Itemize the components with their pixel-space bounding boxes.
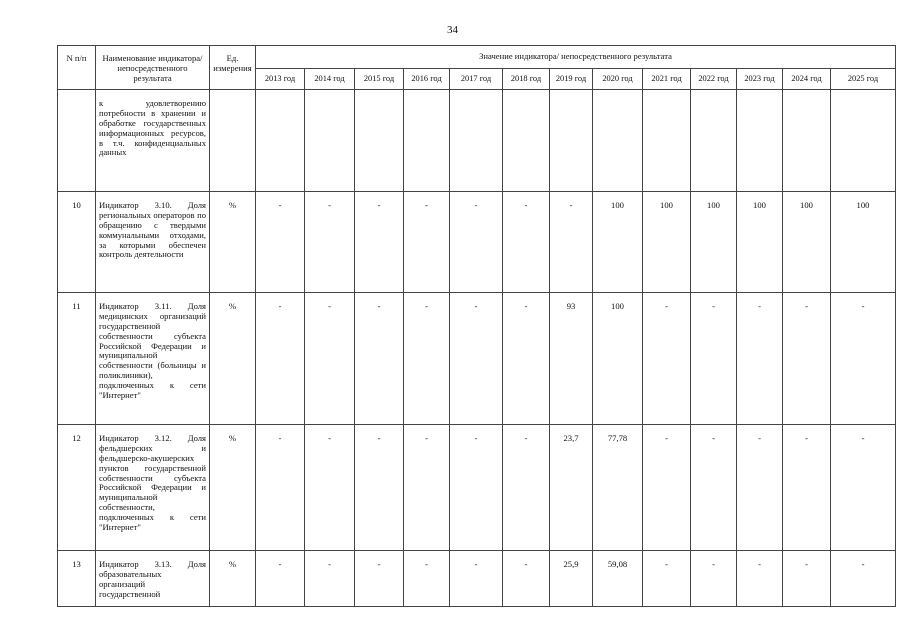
value-cell: - xyxy=(305,192,355,293)
value-cell: 100 xyxy=(831,192,896,293)
value-cell xyxy=(783,90,831,192)
value-cell: - xyxy=(783,293,831,425)
unit-cell xyxy=(210,90,256,192)
value-cell: - xyxy=(355,192,404,293)
value-cell: - xyxy=(355,551,404,607)
value-cell xyxy=(550,90,593,192)
header-year: 2021 год xyxy=(643,69,691,90)
value-cell: - xyxy=(256,293,305,425)
row-number: 10 xyxy=(58,192,96,293)
header-year: 2014 год xyxy=(305,69,355,90)
value-cell: - xyxy=(783,425,831,551)
header-year: 2019 год xyxy=(550,69,593,90)
value-cell: - xyxy=(737,551,783,607)
value-cell: 100 xyxy=(783,192,831,293)
value-cell: - xyxy=(355,293,404,425)
unit-cell: % xyxy=(210,293,256,425)
value-cell: - xyxy=(256,425,305,551)
value-cell: 77,78 xyxy=(593,425,643,551)
header-name: Наименование индикатора/непосредственного результата xyxy=(96,46,210,90)
value-cell: 93 xyxy=(550,293,593,425)
table-row xyxy=(58,90,896,192)
value-cell: - xyxy=(737,425,783,551)
value-cell: 100 xyxy=(643,192,691,293)
header-unit: Ед. измерения xyxy=(210,46,256,90)
header-year: 2015 год xyxy=(355,69,404,90)
value-cell xyxy=(691,90,737,192)
value-cell: 23,7 xyxy=(550,425,593,551)
value-cell: - xyxy=(643,293,691,425)
header-year: 2013 год xyxy=(256,69,305,90)
value-cell: - xyxy=(737,293,783,425)
value-cell: - xyxy=(831,425,896,551)
value-cell: - xyxy=(404,293,450,425)
value-cell xyxy=(593,90,643,192)
table-row xyxy=(58,192,896,293)
value-cell: - xyxy=(450,192,503,293)
table-row xyxy=(58,551,896,607)
value-cell: - xyxy=(503,293,550,425)
value-cell: - xyxy=(404,551,450,607)
value-cell: 100 xyxy=(593,192,643,293)
header-year: 2025 год xyxy=(831,69,896,90)
indicator-name: к удовлетворению потребности в хранении и обработке государственных информационных ресурсов, в т.ч. конфиденциальных данных xyxy=(96,90,210,192)
page-number: 34 xyxy=(447,24,458,36)
table-row xyxy=(58,425,896,551)
header-year: 2023 год xyxy=(737,69,783,90)
value-cell xyxy=(355,90,404,192)
value-cell xyxy=(305,90,355,192)
indicator-name: Индикатор 3.11. Доля медицинских организаций государственной собственности субъекта Российской Федерации и муниципальной собственности (больницы и поликлиники), подключенных к сети "Интернет" xyxy=(96,293,210,425)
value-cell: - xyxy=(305,551,355,607)
value-cell: - xyxy=(503,192,550,293)
value-cell: - xyxy=(550,192,593,293)
value-cell: - xyxy=(831,551,896,607)
table-body xyxy=(58,90,896,607)
value-cell: - xyxy=(643,425,691,551)
value-cell xyxy=(643,90,691,192)
value-cell: 100 xyxy=(593,293,643,425)
row-number: 13 xyxy=(58,551,96,607)
value-cell: - xyxy=(691,293,737,425)
value-cell: - xyxy=(691,551,737,607)
indicator-name: Индикатор 3.10. Доля региональных операторов по обращению с твердыми коммунальными отходами, за которыми обеспечен контроль деятельности xyxy=(96,192,210,293)
value-cell: - xyxy=(450,293,503,425)
header-num: N п/п xyxy=(58,46,96,90)
value-cell: - xyxy=(256,551,305,607)
value-cell xyxy=(831,90,896,192)
table-row xyxy=(58,293,896,425)
value-cell: - xyxy=(831,293,896,425)
indicator-name: Индикатор 3.13. Доля образовательных организаций государственной xyxy=(96,551,210,607)
unit-cell: % xyxy=(210,425,256,551)
header-year: 2017 год xyxy=(450,69,503,90)
header-year: 2024 год xyxy=(783,69,831,90)
header-year: 2018 год xyxy=(503,69,550,90)
row-number xyxy=(58,90,96,192)
value-cell: - xyxy=(450,425,503,551)
unit-cell: % xyxy=(210,551,256,607)
value-cell: - xyxy=(691,425,737,551)
value-cell: - xyxy=(305,293,355,425)
value-cell: - xyxy=(404,425,450,551)
value-cell: - xyxy=(783,551,831,607)
indicator-name: Индикатор 3.12. Доля фельдшерских и фельдшерско-акушерских пунктов государственной собственности субъекта Российской Федерации и муниципальной собственности, подключенных к сети "Интернет" xyxy=(96,425,210,551)
value-cell: 100 xyxy=(737,192,783,293)
value-cell xyxy=(737,90,783,192)
header-year: 2020 год xyxy=(593,69,643,90)
value-cell: - xyxy=(355,425,404,551)
value-cell: - xyxy=(643,551,691,607)
value-cell: - xyxy=(450,551,503,607)
value-cell: 59,08 xyxy=(593,551,643,607)
value-cell: - xyxy=(503,425,550,551)
value-cell xyxy=(256,90,305,192)
header-year: 2016 год xyxy=(404,69,450,90)
row-number: 12 xyxy=(58,425,96,551)
value-cell: 100 xyxy=(691,192,737,293)
header-values-group: Значение индикатора/ непосредственного результата xyxy=(256,46,896,69)
header-year: 2022 год xyxy=(691,69,737,90)
value-cell xyxy=(450,90,503,192)
value-cell: - xyxy=(404,192,450,293)
row-number: 11 xyxy=(58,293,96,425)
value-cell xyxy=(404,90,450,192)
value-cell: - xyxy=(503,551,550,607)
value-cell xyxy=(503,90,550,192)
value-cell: 25,9 xyxy=(550,551,593,607)
unit-cell: % xyxy=(210,192,256,293)
value-cell: - xyxy=(305,425,355,551)
indicator-table xyxy=(57,45,896,607)
value-cell: - xyxy=(256,192,305,293)
